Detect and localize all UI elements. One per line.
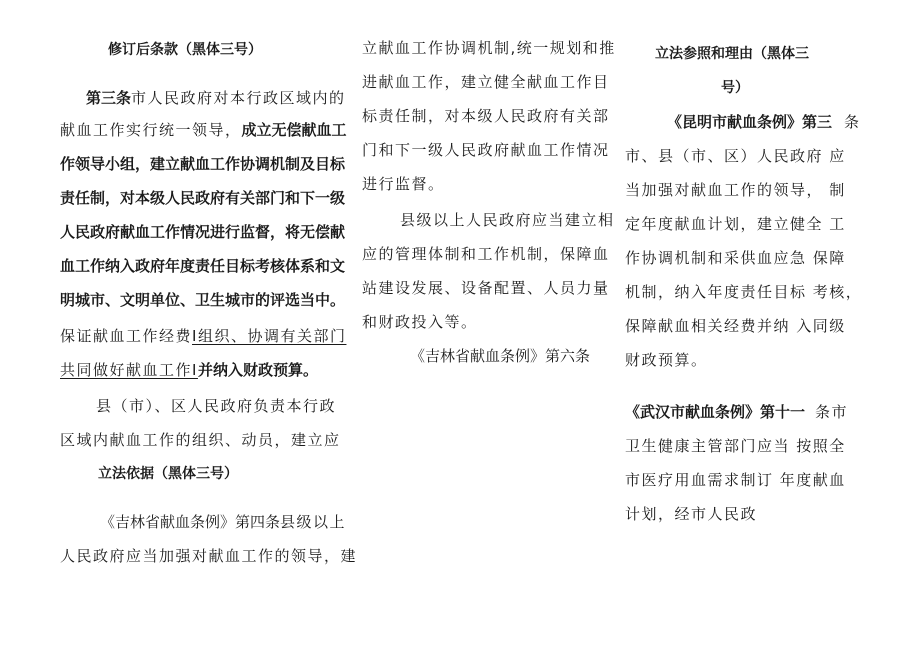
- right-para1-line3: 当加强对献血工作的领导， 制: [625, 181, 846, 199]
- article-number: 第三条: [86, 89, 132, 107]
- left-para1-line7: 明城市、文明单位、卫生城市的评选当中。: [60, 291, 346, 309]
- mid-para1-line2: 进献血工作，建立健全献血工作目: [362, 73, 610, 91]
- right-para1-line6: 机制，纳入年度责任目标 考核，: [625, 283, 863, 301]
- mid-para1-line5: 进行监督。: [362, 175, 445, 193]
- left-para1-line8: 保证献血工作经费I组织、协调有关部门: [60, 327, 347, 345]
- underlined-insert: 共同做好献血工作I: [60, 361, 198, 379]
- left-heading2: 立法依据（黑体三号）: [98, 466, 238, 482]
- left-para2-line2: 区域内献血工作的组织、动员，建立应: [60, 431, 341, 449]
- left-para3-line1: 《吉林省献血条例》第四条县级以上: [100, 513, 347, 531]
- mid-para1-line1: 立献血工作协调机制,统一规划和推: [362, 39, 616, 57]
- mid-para2-line1: 县级以上人民政府应当建立相: [400, 211, 615, 229]
- right-para1-line8: 财政预算。: [625, 351, 708, 369]
- mid-para1-line3: 标责任制，对本级人民政府有关部: [362, 107, 610, 125]
- right-para1-line5: 作协调机制和采供血应急 保障: [625, 249, 846, 267]
- right-para1-line2: 市、县（市、区）人民政府 应: [625, 147, 846, 165]
- left-para1-line3: 作领导小组，建立献血工作协调机制及目标: [60, 155, 346, 173]
- right-heading-line1: 立法参照和理由（黑体三: [655, 46, 809, 62]
- mid-para2-line2: 应的管理体制和工作机制，保障血: [362, 245, 610, 263]
- left-para1-line4: 责任制，对本级人民政府有关部门和下一级: [60, 189, 346, 207]
- right-para1-line7: 保障献血相关经费并纳 入同级: [625, 317, 846, 335]
- mid-para2-line3: 站建设发展、设备配置、人员力量: [362, 279, 610, 297]
- left-para2-line1: 县（市）、区人民政府负责本行政: [96, 397, 337, 415]
- left-para1-line5: 人民政府献血工作情况进行监督，将无偿献: [60, 223, 346, 241]
- right-heading-line2: 号）: [721, 80, 749, 96]
- left-para1-line9: 共同做好献血工作I并纳入财政预算。: [60, 361, 318, 379]
- mid-reference: 《吉林省献血条例》第六条: [410, 347, 591, 365]
- left-para1-line6: 血工作纳入政府年度责任目标考核体系和文: [60, 257, 346, 275]
- right-para1-line1: 《昆明市献血条例》第三 条: [667, 113, 860, 131]
- left-heading: 修订后条款（黑体三号）: [108, 42, 262, 58]
- mid-para1-line4: 门和下一级人民政府献血工作情况: [362, 141, 610, 159]
- left-para1-line1: 第三条市人民政府对本行政区域内的: [86, 89, 346, 107]
- right-para2-line1: 《武汉市献血条例》第十一 条市: [625, 403, 849, 421]
- left-para1-line2: 献血工作实行统一领导，成立无偿献血工: [60, 121, 347, 139]
- underlined-insert: I组织、协调有关部门: [192, 327, 347, 345]
- right-para2-line4: 计划，经市人民政: [625, 505, 758, 523]
- right-para1-line4: 定年度献血计划，建立健全 工: [625, 215, 846, 233]
- left-para3-line2: 人民政府应当加强对献血工作的领导，建: [60, 547, 358, 565]
- mid-para2-line4: 和财政投入等。: [362, 313, 478, 331]
- right-para2-line2: 卫生健康主管部门应当 按照全: [625, 437, 846, 455]
- right-para2-line3: 市医疗用血需求制订 年度献血: [625, 471, 846, 489]
